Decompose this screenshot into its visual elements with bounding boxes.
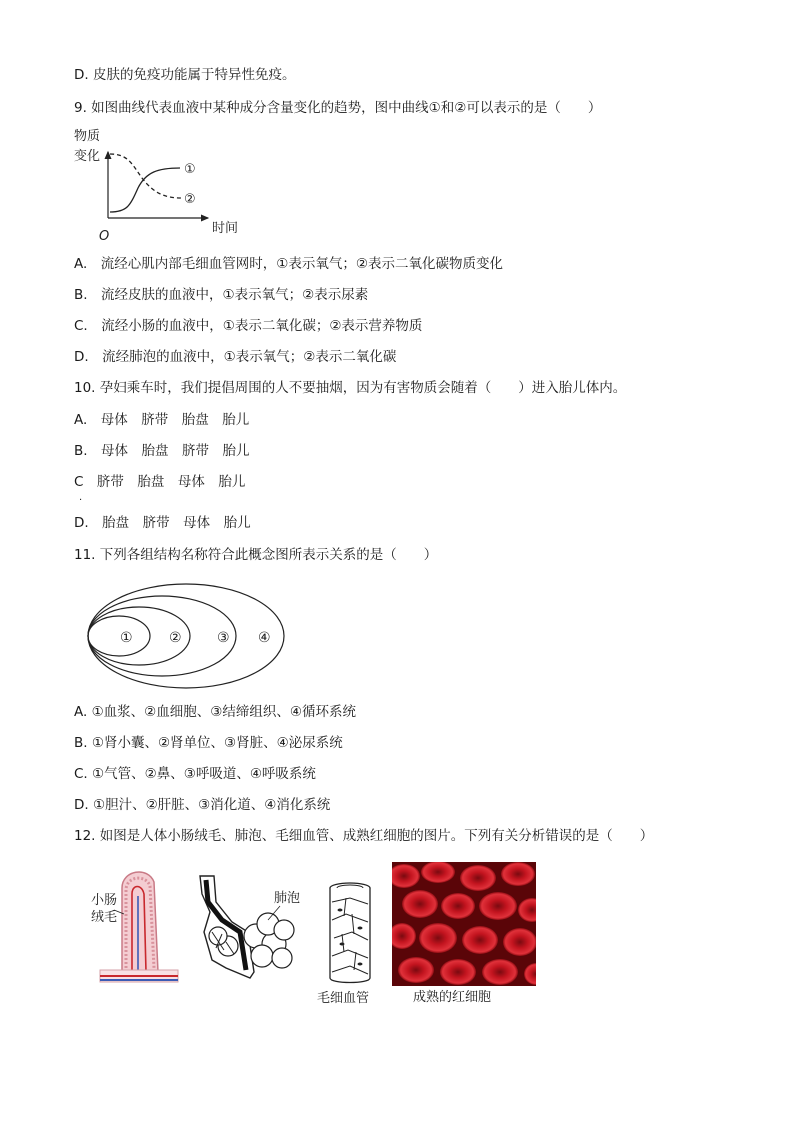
villus-figure: [88, 860, 180, 992]
q10-option-c-dot: .: [79, 492, 83, 503]
alveoli-label: 肺泡: [274, 891, 301, 906]
q9-curve-2: [110, 154, 182, 198]
ellipse-3: [88, 596, 236, 676]
q9-curve-2-label: ②: [184, 192, 196, 207]
q9-trend-figure: [72, 126, 252, 242]
ellipse-4: [88, 584, 284, 688]
villus-label-2: 绒毛: [91, 910, 118, 925]
q11-concept-diagram: [86, 582, 288, 690]
ellipse-4-label: ④: [258, 630, 271, 646]
ellipse-1: [88, 616, 150, 656]
q9-stem: 9. 如图曲线代表血液中某种成分含量变化的趋势，图中曲线①和②可以表示的是（ ）: [74, 100, 602, 116]
q9-curve-1-label: ①: [184, 162, 196, 177]
q12-stem: 12. 如图是人体小肠绒毛、肺泡、毛细血管、成熟红细胞的图片。下列有关分析错误的是（ ）: [74, 828, 654, 844]
q8-option-d: D. 皮肤的免疫功能属于特异性免疫。: [74, 67, 296, 83]
q9-origin: O: [99, 229, 110, 242]
q11-option-d: D. ①胆汁、②肝脏、③消化道、④消化系统: [74, 797, 331, 813]
q9-option-a: A. 流经心肌内部毛细血管网时，①表示氧气；②表示二氧化碳物质变化: [74, 256, 503, 272]
q10-option-c: C 脐带 胎盘 母体 胎儿: [74, 474, 246, 490]
q9-option-c: C. 流经小肠的血液中，①表示二氧化碳；②表示营养物质: [74, 318, 423, 334]
capillary-figure: [316, 880, 386, 1010]
q10-option-a: A. 母体 脐带 胎盘 胎儿: [74, 412, 250, 428]
q9-option-b: B. 流经皮肤的血液中，①表示氧气；②表示尿素: [74, 287, 369, 303]
alveoli-figure: [192, 872, 312, 984]
capillary-label: 毛细血管: [317, 991, 370, 1006]
q9-option-d: D. 流经肺泡的血液中，①表示氧气；②表示二氧化碳: [74, 349, 397, 365]
q11-stem: 11. 下列各组结构名称符合此概念图所表示关系的是（ ）: [74, 547, 438, 563]
villus-label-1: 小肠: [91, 893, 118, 908]
q10-option-b: B. 母体 胎盘 脐带 胎儿: [74, 443, 250, 459]
q11-option-c: C. ①气管、②鼻、③呼吸道、④呼吸系统: [74, 766, 316, 782]
q9-ylabel-2: 变化: [74, 149, 101, 164]
q10-stem: 10. 孕妇乘车时，我们提倡周围的人不要抽烟，因为有害物质会随着（ ）进入胎儿体内。: [74, 380, 627, 396]
rbc-photo: [392, 862, 536, 986]
ellipse-1-label: ①: [120, 630, 133, 646]
q10-option-d: D. 胎盘 脐带 母体 胎儿: [74, 515, 251, 531]
ellipse-3-label: ③: [217, 630, 230, 646]
q9-curve-1: [110, 168, 180, 212]
q11-option-b: B. ①肾小囊、②肾单位、③肾脏、④泌尿系统: [74, 735, 343, 751]
q9-xlabel: 时间: [212, 221, 239, 236]
q11-option-a: A. ①血浆、②血细胞、③结缔组织、④循环系统: [74, 704, 356, 720]
rbc-label: 成熟的红细胞: [413, 990, 492, 1005]
q9-ylabel-1: 物质: [74, 129, 101, 144]
ellipse-2-label: ②: [169, 630, 182, 646]
